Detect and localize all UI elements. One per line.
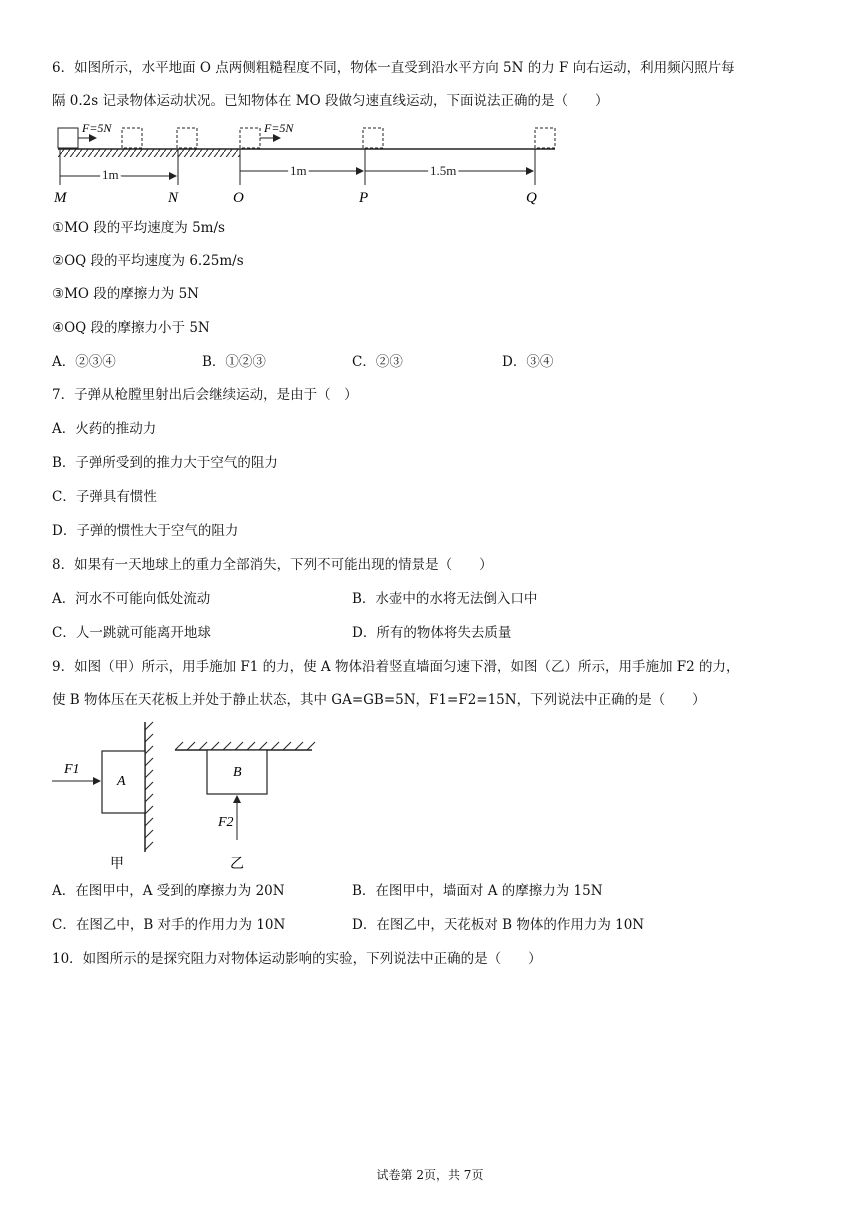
dim-label-op: 1m <box>290 163 307 178</box>
point-label-n: N <box>168 190 179 206</box>
page-footer: 试卷第 2页，共 7页 <box>376 1168 484 1182</box>
dim-label-mn: 1m <box>102 167 119 182</box>
point-label-p: P <box>359 190 369 206</box>
q7-option-b[interactable]: B．子弹所受到的推力大于空气的阻力 <box>52 455 278 471</box>
point-label-q: Q <box>526 190 537 206</box>
q6-text-line1: 6．如图所示，水平地面 O 点两侧粗糙程度不同，物体一直受到沿水平方向 5N 的力 F 向右运动，利用频闪照片每 <box>52 60 735 76</box>
q6-option-b[interactable]: B．①②③ <box>202 354 266 370</box>
force-f2-label: F2 <box>218 815 234 830</box>
ceiling-hatch <box>175 742 315 750</box>
q6-statement-1: ①MO 段的平均速度为 5m/s <box>52 220 225 236</box>
block-solid <box>58 128 78 148</box>
point-label-o: O <box>233 190 244 206</box>
block-dashed <box>240 128 260 148</box>
q10-text: 10．如图所示的是探究阻力对物体运动影响的实验，下列说法中正确的是（ ） <box>52 951 542 967</box>
q6-option-d[interactable]: D．③④ <box>502 354 554 370</box>
q7-option-a[interactable]: A．火药的推动力 <box>52 421 157 437</box>
q6-option-c[interactable]: C．②③ <box>352 354 403 370</box>
q7-option-c[interactable]: C．子弹具有惯性 <box>52 489 157 505</box>
q6-option-a[interactable]: A．②③④ <box>52 354 116 370</box>
q6-statement-2: ②OQ 段的平均速度为 6.25m/s <box>52 253 244 269</box>
q9-text-line2: 使 B 物体压在天花板上并处于静止状态，其中 GA=GB=5N，F1=F2=15N，下列说法中正确的是（ ） <box>52 692 706 708</box>
q9-figure <box>50 718 340 878</box>
q6-statement-3: ③MO 段的摩擦力为 5N <box>52 286 199 302</box>
q6-statement-4: ④OQ 段的摩擦力小于 5N <box>52 320 210 336</box>
block-dashed <box>363 128 383 148</box>
point-label-m: M <box>54 190 67 206</box>
q8-option-c[interactable]: C．人一跳就可能离开地球 <box>52 625 211 641</box>
wall-hatch <box>145 722 153 850</box>
q9-option-d[interactable]: D．在图乙中，天花板对 B 物体的作用力为 10N <box>352 917 645 933</box>
q6-text-line2: 隔 0.2s 记录物体运动状况。已知物体在 MO 段做匀速直线运动，下面说法正确的是（ ） <box>52 93 609 109</box>
force-f1-label: F1 <box>64 762 80 777</box>
q8-text: 8．如果有一天地球上的重力全部消失，下列不可能出现的情景是（ ） <box>52 557 493 573</box>
q7-text: 7．子弹从枪膛里射出后会继续运动，是由于（ ） <box>52 387 358 403</box>
block-dashed <box>122 128 142 148</box>
force-label: F=5N <box>82 121 112 135</box>
q8-option-d[interactable]: D．所有的物体将失去质量 <box>352 625 512 641</box>
caption-jia: 甲 <box>110 856 124 872</box>
q9-option-a[interactable]: A．在图甲中，A 受到的摩擦力为 20N <box>52 883 285 899</box>
dim-label-pq: 1.5m <box>430 163 457 178</box>
q9-option-b[interactable]: B．在图甲中，墙面对 A 的摩擦力为 15N <box>352 883 603 899</box>
q9-text-line1: 9．如图（甲）所示，用手施加 F1 的力，使 A 物体沿着竖直墙面匀速下滑，如图（乙）所示，用手施加 F2 的力， <box>52 659 740 675</box>
block-dashed <box>535 128 555 148</box>
block-a-label: A <box>117 774 126 789</box>
block-dashed <box>177 128 197 148</box>
rough-ground-hatch <box>58 149 240 157</box>
q6-figure <box>50 120 610 210</box>
caption-yi: 乙 <box>230 856 244 872</box>
block-b-label: B <box>233 765 242 780</box>
q7-option-d[interactable]: D．子弹的惯性大于空气的阻力 <box>52 523 239 539</box>
force-label: F=5N <box>264 121 294 135</box>
q8-option-a[interactable]: A．河水不可能向低处流动 <box>52 591 211 607</box>
q8-option-b[interactable]: B．水壶中的水将无法倒入口中 <box>352 591 538 607</box>
q9-option-c[interactable]: C．在图乙中，B 对手的作用力为 10N <box>52 917 286 933</box>
